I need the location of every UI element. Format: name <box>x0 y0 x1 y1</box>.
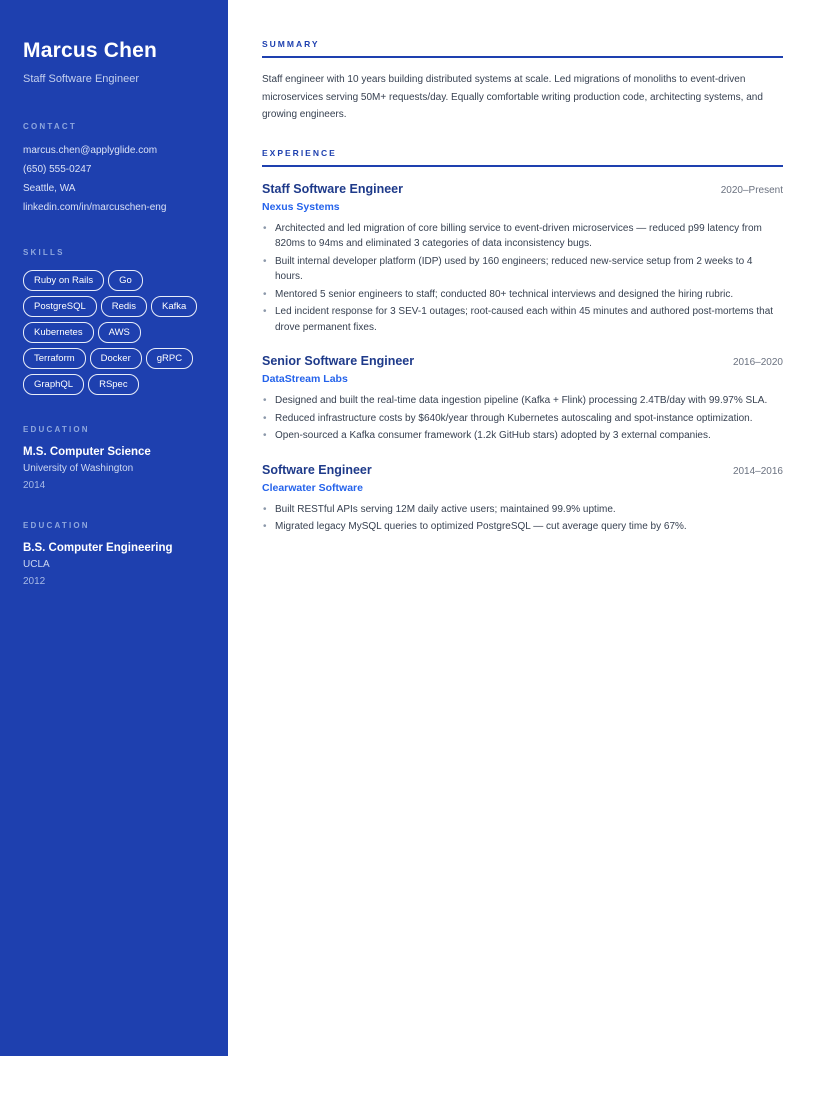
job-bullet-list <box>262 221 783 336</box>
contact-heading: CONTACT <box>23 122 77 131</box>
job-header <box>262 182 783 196</box>
job-dates: 2020–Present <box>720 184 783 196</box>
contact-item: Seattle, WA <box>23 183 76 194</box>
resume-job-title: Staff Software Engineer <box>23 73 139 85</box>
job-bullet: • Designed and built the real-time data ingestion pipeline (Kafka + Flink) processing 2.4TB/day with 99.97% SLA. <box>262 393 783 409</box>
education-degree: M.S. Computer Science <box>23 446 151 458</box>
job-entry <box>262 354 783 444</box>
job-company: DataStream Labs <box>262 373 348 385</box>
education-school: UCLA <box>23 559 50 570</box>
job-bullet-list <box>262 393 783 444</box>
job-title: Staff Software Engineer <box>262 181 403 196</box>
contact-list <box>23 145 206 213</box>
job-company: Clearwater Software <box>262 481 363 494</box>
summary-heading: SUMMARY <box>262 39 783 58</box>
job-bullet: • Mentored 5 senior engineers to staff; conducted 80+ technical interviews and designed the hiring rubric. <box>262 287 783 303</box>
skill-tag: Terraform <box>23 348 86 369</box>
experience-heading: EXPERIENCE <box>262 148 783 167</box>
job-bullet: • Built RESTful APIs serving 12M daily active users; maintained 99.9% uptime. <box>262 502 783 518</box>
skills-section <box>23 248 206 395</box>
job-dates: 2016–2020 <box>732 357 783 368</box>
skill-tag: Redis <box>101 296 147 317</box>
education-entry <box>23 425 206 491</box>
skill-tag: gRPC <box>146 348 193 369</box>
skill-tag: RSpec <box>88 374 139 395</box>
contact-item: linkedin.com/in/marcuschen-eng <box>23 202 167 213</box>
job-bullet: • Architected and led migration of core billing service to event-driven microservices — reduced p99 latency from 820ms to 94ms and eliminated 3 categories of data inconsistency bugs. <box>262 221 783 252</box>
job-entry <box>262 182 783 336</box>
skill-tag: Docker <box>90 348 142 369</box>
education-school: University of Washington <box>23 463 134 474</box>
skill-tag: AWS <box>98 322 141 343</box>
job-bullet: • Led incident response for 3 SEV-1 outages; root-caused each within 45 minutes and authored post-mortems that drove permanent fixes. <box>262 304 783 335</box>
job-header <box>262 354 783 368</box>
job-bullet: • Reduced infrastructure costs by $640k/year through Kubernetes autoscaling and spot-instance optimization. <box>262 411 783 427</box>
job-bullet-list <box>262 502 783 535</box>
job-bullet: • Built internal developer platform (IDP) used by 160 engineers; reduced new-service setup from 2 weeks to 4 hours. <box>262 254 783 285</box>
skill-tag: GraphQL <box>23 374 84 395</box>
job-dates: 2014–2016 <box>732 465 783 477</box>
skills-tag-list <box>23 270 207 395</box>
resume-name: Marcus Chen <box>23 39 158 62</box>
resume-main <box>262 0 783 554</box>
skills-heading: SKILLS <box>23 248 65 257</box>
education-heading: EDUCATION <box>23 425 90 434</box>
job-title: Software Engineer <box>262 462 372 477</box>
education-heading: EDUCATION <box>23 521 90 530</box>
job-company: Nexus Systems <box>262 200 340 213</box>
contact-section <box>23 122 206 213</box>
contact-item: marcus.chen@applyglide.com <box>23 145 158 156</box>
job-header <box>262 463 783 477</box>
job-bullet: • Open-sourced a Kafka consumer framework (1.2k GitHub stars) adopted by 3 external companies. <box>262 428 783 444</box>
summary-text: Staff engineer with 10 years building distributed systems at scale. Led migrations of monoliths to event-driven microservices serving 50M+ requests/day. Equally comfortable writing production code, architecting systems, and growing engineers. <box>262 74 763 120</box>
skill-tag: Kubernetes <box>23 322 94 343</box>
job-entry <box>262 463 783 535</box>
skill-tag: Go <box>108 270 143 291</box>
sidebar <box>0 0 228 1056</box>
contact-item: (650) 555-0247 <box>23 164 92 175</box>
job-title: Senior Software Engineer <box>262 354 415 368</box>
education-year: 2012 <box>23 576 46 587</box>
education-entry <box>23 521 206 587</box>
education-degree: B.S. Computer Engineering <box>23 542 173 554</box>
job-bullet: • Migrated legacy MySQL queries to optimized PostgreSQL — cut average query time by 67%. <box>262 519 783 535</box>
summary-section <box>262 39 783 124</box>
experience-section <box>262 148 783 535</box>
skill-tag: Kafka <box>151 296 197 317</box>
skill-tag: PostgreSQL <box>23 296 97 317</box>
education-year: 2014 <box>23 480 46 491</box>
skill-tag: Ruby on Rails <box>23 270 104 291</box>
